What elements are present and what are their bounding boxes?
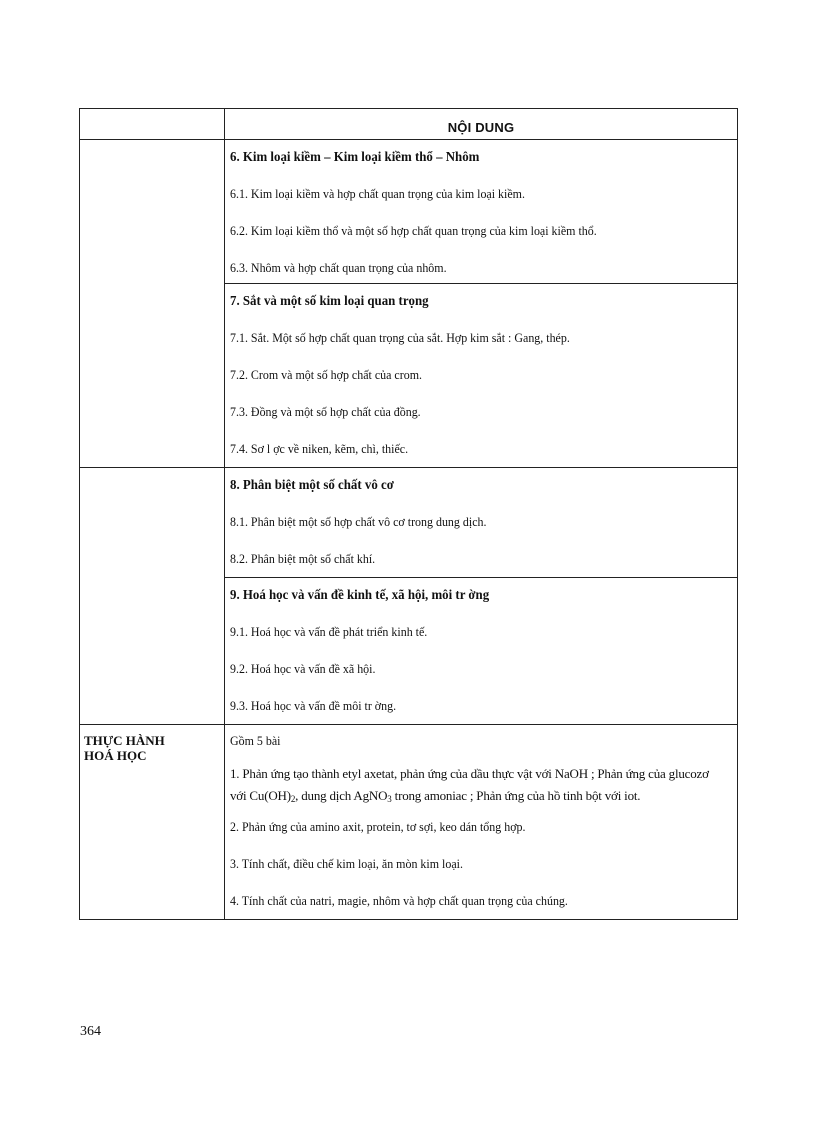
list-item: 8.2. Phân biệt một số chất khí.	[230, 551, 376, 566]
section-cell	[225, 140, 738, 284]
list-item: 9.1. Hoá học và vấn đề phát triển kinh tế.	[230, 624, 428, 639]
list-item: 6.3. Nhôm và hợp chất quan trọng của nhôm.	[230, 260, 447, 275]
practice-label-cell	[80, 725, 225, 920]
list-item: 7.2. Crom và một số hợp chất của crom.	[230, 367, 423, 382]
table-header-row	[80, 109, 738, 140]
section-cell	[225, 284, 738, 468]
header-content-cell	[225, 109, 738, 140]
list-item: 6.1. Kim loại kiềm và hợp chất quan trọng của kim loại kiềm.	[230, 186, 525, 201]
section-cell	[225, 468, 738, 578]
practice-label-line2: HOÁ HỌC	[84, 748, 147, 763]
table-row	[80, 725, 738, 920]
left-cell-empty	[80, 468, 225, 725]
list-item: 7.1. Sắt. Một số hợp chất quan trọng của sắt. Hợp kim sắt : Gang, thép.	[230, 330, 570, 345]
list-item: 8.1. Phân biệt một số hợp chất vô cơ trong dung dịch.	[230, 514, 487, 529]
practice-item: 2. Phản ứng của amino axit, protein, tơ sợi, keo dán tổng hợp.	[230, 819, 526, 834]
list-item: 9.3. Hoá học và vấn đề môi tr ờng.	[230, 698, 397, 713]
table-row	[80, 468, 738, 578]
section-title: 8. Phân biệt một số chất vô cơ	[230, 478, 394, 493]
practice-intro: Gồm 5 bài	[230, 733, 281, 748]
section-title: 9. Hoá học và vấn đề kinh tế, xã hội, môi tr ờng	[230, 588, 490, 603]
practice-item: 3. Tính chất, điều chế kim loại, ăn mòn kim loại.	[230, 856, 463, 871]
section-title: 7. Sắt và một số kim loại quan trọng	[230, 294, 429, 309]
practice-item: 4. Tính chất của natri, magie, nhôm và hợp chất quan trọng của chúng.	[230, 893, 568, 908]
section-cell	[225, 578, 738, 725]
header-left-cell	[80, 109, 225, 140]
list-item: 7.4. Sơ l ợc về niken, kẽm, chì, thiếc.	[230, 441, 409, 456]
header-title: NỘI DUNG	[447, 120, 515, 135]
list-item: 9.2. Hoá học và vấn đề xã hội.	[230, 661, 376, 676]
content-table	[79, 108, 738, 920]
section-title: 6. Kim loại kiềm – Kim loại kiềm thổ – Nhôm	[230, 150, 480, 165]
table-row	[80, 140, 738, 284]
list-item: 6.2. Kim loại kiềm thổ và một số hợp chất quan trọng của kim loại kiềm thổ.	[230, 223, 597, 238]
practice-label-line1: THỰC HÀNH	[84, 733, 165, 748]
practice-content-cell	[225, 725, 738, 920]
page-number: 364	[80, 1024, 101, 1039]
left-cell-empty	[80, 140, 225, 468]
practice-item-1: 1. Phản ứng tạo thành etyl axetat, phản ứng của dầu thực vật với NaOH ; Phản ứng của glucozơ với $Cu(OH)_2$, dung dịch AgNO$_3$ trong amoniac ; Phản ứng của hồ tinh bột với iot.	[230, 766, 709, 804]
list-item: 7.3. Đồng và một số hợp chất của đồng.	[230, 404, 421, 419]
